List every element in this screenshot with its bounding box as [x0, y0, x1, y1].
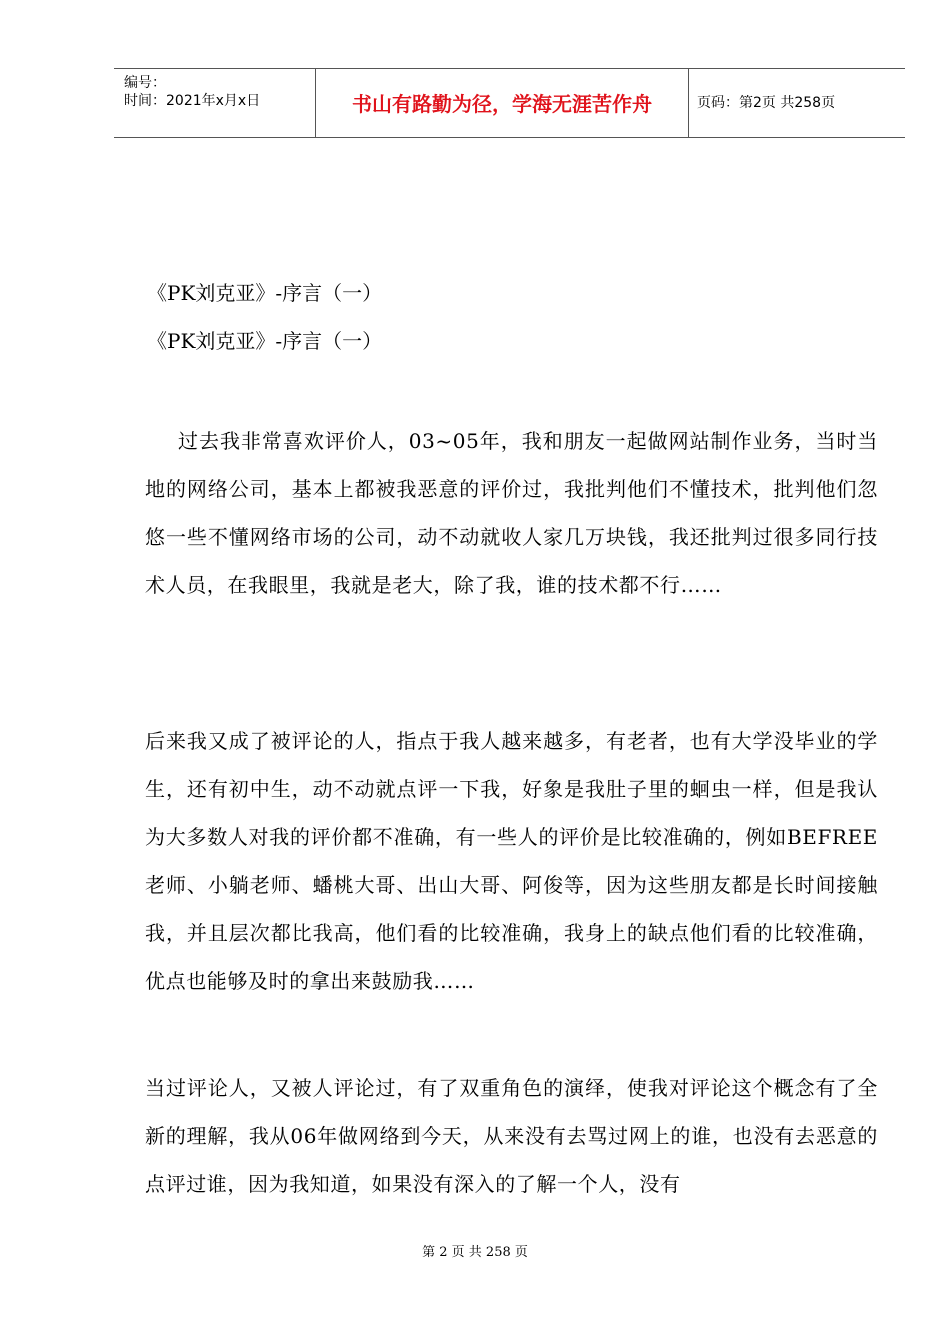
document-number: 编号： [124, 75, 166, 91]
header-motto: 书山有路勤为径，学海无涯苦作舟 [352, 92, 652, 116]
page-footer: 第 2 页 共 258 页 [422, 1245, 528, 1260]
header-page-cell [689, 69, 905, 137]
header-meta-cell [114, 69, 316, 137]
document-subtitle: 《PK刘克亚》-序言（一） [147, 329, 383, 353]
document-title: 《PK刘克亚》-序言（一） [147, 281, 383, 305]
document-date: 时间：2021年x月x日 [124, 93, 261, 109]
paragraph: 过去我非常喜欢评价人，03~05年，我和朋友一起做网站制作业务，当时当地的网络公司，基本上都被我恶意的评价过，我批判他们不懂技术，批判他们忽悠一些不懂网络市场的公司，动不动就收人家几万块钱，我还批判过很多同行技术人员，在我眼里，我就是老大，除了我，谁的技术都不行…… [145, 429, 878, 597]
paragraph: 当过评论人，又被人评论过，有了双重角色的演绎，使我对评论这个概念有了全新的理解，我从06年做网络到今天，从来没有去骂过网上的谁，也没有去恶意的点评过谁，因为我知道，如果没有深入的了解一个人，没有 [145, 1076, 878, 1196]
paragraph: 后来我又成了被评论的人，指点于我人越来越多，有老者，也有大学没毕业的学生，还有初中生，动不动就点评一下我，好象是我肚子里的蛔虫一样，但是我认为大多数人对我的评价都不准确，有一些人的评价是比较准确的，例如BEFREE老师、小躺老师、蟠桃大哥、出山大哥、阿俊等，因为这些朋友都是长时间接触我，并且层次都比我高，他们看的比较准确，我身上的缺点他们看的比较准确，优点也能够及时的拿出来鼓励我…… [145, 729, 878, 993]
header-page-number: 页码：第2页 共258页 [697, 95, 836, 111]
page-header [114, 68, 905, 138]
header-motto-cell [316, 69, 689, 137]
